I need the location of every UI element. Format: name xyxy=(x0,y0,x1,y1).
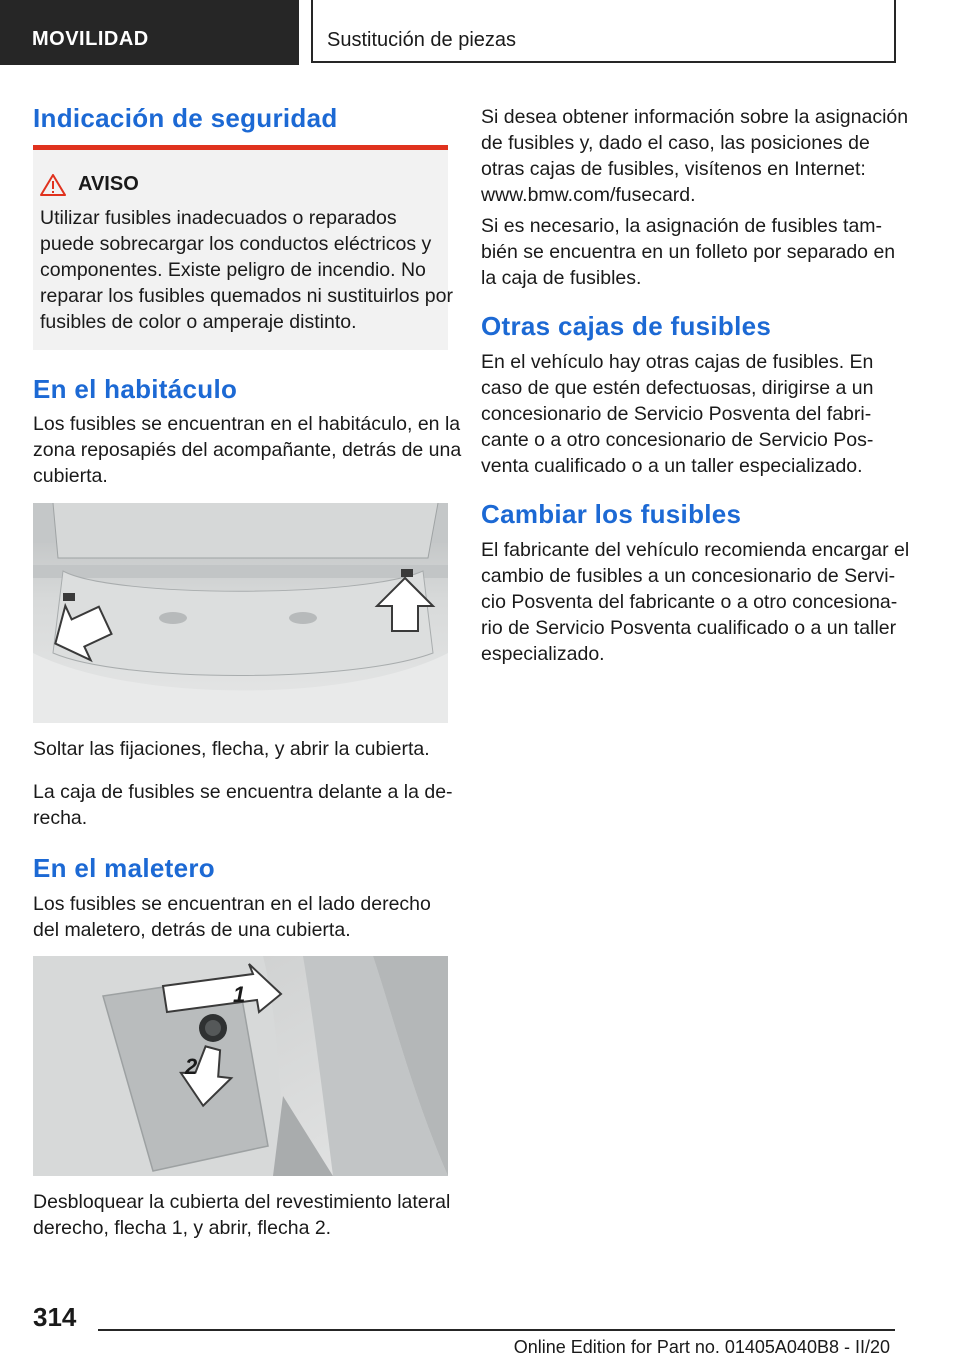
warning-title-text: AVISO xyxy=(78,173,139,195)
trunk-text-line: del maletero, detrás de una cubierta. xyxy=(33,919,351,941)
other-text-line: concesionario de Servicio Posventa del fabri- xyxy=(481,403,872,425)
warning-line: fusibles de color o amperaje distinto. xyxy=(40,311,357,333)
trunk-fuse-cover-photo xyxy=(33,956,448,1176)
cabin-text-line: cubierta. xyxy=(33,465,108,487)
trunk-text-line: Los fusibles se encuentran en el lado derecho xyxy=(33,893,431,915)
trunk-illustration xyxy=(33,956,448,1176)
other-text-line: cante o a otro concesionario de Servicio Pos- xyxy=(481,429,874,451)
heading-other-fuse-boxes: Otras cajas de fusibles xyxy=(481,311,772,341)
other-text-line: caso de que estén defectuosas, dirigirse a un xyxy=(481,377,874,399)
cabin-text-line: Los fusibles se encuentran en el habitáculo, en la xyxy=(33,413,461,435)
heading-safety: Indicación de seguridad xyxy=(33,103,338,133)
trunk-caption-line: derecho, flecha 1, y abrir, flecha 2. xyxy=(33,1217,332,1239)
cabin-caption: Soltar las fijaciones, flecha, y abrir la cubierta. xyxy=(33,738,430,760)
change-text-line: cambio de fusibles a un concesionario de Servi- xyxy=(481,565,896,587)
cabin-text-line: zona reposapiés del acompañante, detrás de una xyxy=(33,439,462,461)
edition-note: Online Edition for Part no. 01405A040B8 - II/20 xyxy=(513,1337,890,1357)
arrow-label-1: 1 xyxy=(233,982,246,1007)
heading-cabin: En el habitáculo xyxy=(33,374,238,404)
intro-line: de fusibles y, dado el caso, las posiciones de xyxy=(481,132,870,154)
intro2-line: Si es necesario, la asignación de fusibles tam- xyxy=(481,215,883,237)
change-text-line: cio Posventa del fabricante o a otro concesiona- xyxy=(481,591,898,613)
warning-line: reparar los fusibles quemados ni sustituirlos por xyxy=(40,285,453,307)
arrow-label-2: 2 xyxy=(185,1054,198,1079)
chapter-title: Sustitución de piezas xyxy=(311,0,896,63)
cabin-illustration xyxy=(33,503,448,723)
intro-url[interactable]: www.bmw.com/fusecard. xyxy=(481,184,696,206)
intro-line: Si desea obtener información sobre la asignación xyxy=(481,106,909,128)
change-text-line: rio de Servicio Posventa cualificado o a un taller xyxy=(481,617,897,639)
other-text-line: venta cualificado o a un taller especializado. xyxy=(481,455,863,477)
intro2-line: bién se encuentra en un folleto por separado en xyxy=(481,241,896,263)
intro2-line: la caja de fusibles. xyxy=(481,267,642,289)
warning-line: componentes. Existe peligro de incendio. No xyxy=(40,259,426,281)
section-tab: MOVILIDAD xyxy=(0,0,299,65)
cabin-note-line: recha. xyxy=(33,807,88,829)
warning-line: Utilizar fusibles inadecuados o reparados xyxy=(40,207,397,229)
change-text-line: El fabricante del vehículo recomienda encargar el xyxy=(481,539,910,561)
heading-change-fuses: Cambiar los fusibles xyxy=(481,499,742,529)
change-text-line: especializado. xyxy=(481,643,605,665)
intro-line: otras cajas de fusibles, visítenos en Internet: xyxy=(481,158,866,180)
cabin-note-line: La caja de fusibles se encuentra delante a la de- xyxy=(33,781,453,803)
cabin-fuse-cover-photo xyxy=(33,503,448,723)
other-text-line: En el vehículo hay otras cajas de fusibles. En xyxy=(481,351,874,373)
heading-trunk: En el maletero xyxy=(33,853,215,883)
footer-rule xyxy=(98,1329,895,1331)
trunk-caption-line: Desbloquear la cubierta del revestimiento lateral xyxy=(33,1191,451,1213)
warning-line: puede sobrecargar los conductos eléctricos y xyxy=(40,233,432,255)
page-number: 314 xyxy=(33,1302,77,1332)
warning-title xyxy=(40,173,139,196)
warning-triangle-icon xyxy=(40,174,66,196)
